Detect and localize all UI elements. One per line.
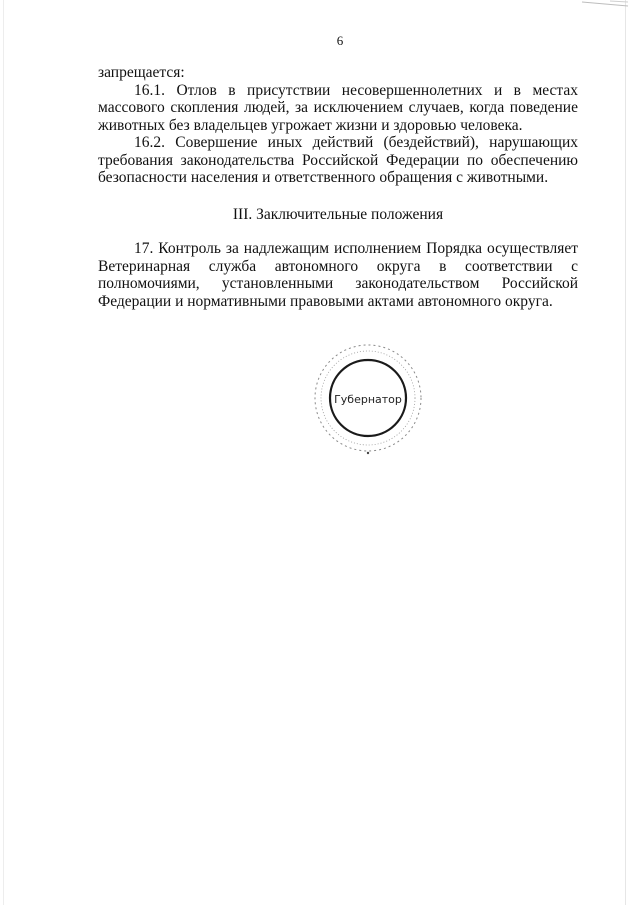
scan-right-edge xyxy=(625,0,626,905)
governor-seal xyxy=(308,338,428,458)
item-16-2: 16.2. Совершение иных действий (бездействий), нарушающих требования законодательства Российской Федерации по обеспечению безопасности населения и ответственного обращения с животными. xyxy=(98,134,578,186)
scan-left-edge xyxy=(3,0,4,905)
seal-label: Губернатор xyxy=(334,393,402,406)
section-heading: III. Заключительные положения xyxy=(232,206,444,223)
scan-corner-mark xyxy=(580,0,630,14)
page-number: 6 xyxy=(336,33,344,48)
item-16-1: 16.1. Отлов в присутствии несовершеннолетних и в местах массового скопления людей, за исключением случаев, когда поведение животных без владельцев угрожает жизни и здоровью человека. xyxy=(98,81,578,134)
lead-text: запрещается: xyxy=(98,64,185,81)
section-16-continuation xyxy=(98,64,578,187)
section-3-body xyxy=(98,240,578,310)
item-17: 17. Контроль за надлежащим исполнением Порядка осуществляет Ветеринарная служба автономного округа в соответствии с полномочиями, установленными законодательством Российской Федерации и нормативными правовыми актами автономного округа. xyxy=(98,240,578,310)
